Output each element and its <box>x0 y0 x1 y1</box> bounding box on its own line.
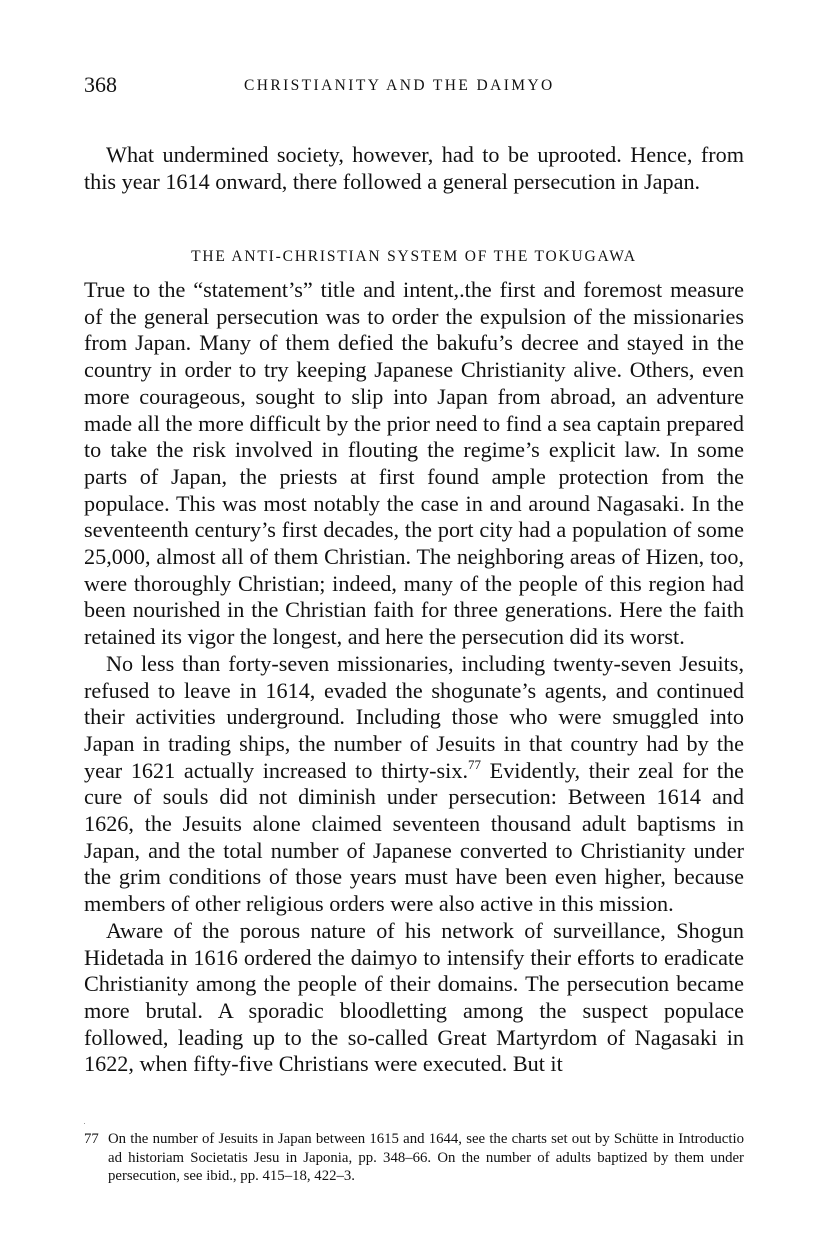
intro-paragraph: What undermined society, however, had to be uprooted. Hence, from this year 1614 onward, there followed a general persecution in Japan. <box>84 142 744 194</box>
section-body <box>84 277 744 1078</box>
page-number: 368 <box>84 72 117 97</box>
footnote <box>84 1130 744 1186</box>
running-head <box>84 70 744 100</box>
footnote-number: 77 <box>84 1131 99 1147</box>
section-paragraph-1: True to the “statement’s” title and intent,.the first and foremost measure of the general persecution was to order the expulsion of the missionaries from Japan. Many of them defied the bakufu’s decree and stayed in the country in order to try keeping Japanese Christianity alive. Others, even more courageous, sought to slip into Japan from abroad, an adventure made all the more difficult by the prior need to find a sea captain prepared to take the risk involved in flouting the regime’s explicit law. In some parts of Japan, the priests at first found ample protection from the populace. This was most notably the case in and around Nagasaki. In the seventeenth century’s first decades, the port city had a population of some 25,000, almost all of them Christian. The neighboring areas of Hizen, too, were thoroughly Christian; indeed, many of the people of this region had been nourished in the Christian faith for three generations. Here the faith retained its vigor the longest, and here the persecution did its worst. <box>84 277 744 650</box>
paragraph-text-after-note: Evidently, their zeal for the cure of souls did not diminish under persecution: Between 1614 and 1626, the Jesuits alone claimed seventeen thousand adult baptisms in Japan, and the total number of Japanese converted to Christianity under the grim conditions of those years must have been even higher, because members of other religious orders were also active in this mission. <box>84 757 745 917</box>
running-title: CHRISTIANITY AND THE DAIMYO <box>244 77 555 94</box>
section-paragraph-3: Aware of the porous nature of his network of surveillance, Shogun Hidetada in 1616 ordered the daimyo to intensify their efforts to eradicate Christianity among the people of their domains. The persecution became more brutal. A sporadic bloodletting among the suspect populace followed, leading up to the so-called Great Martyrdom of Nagasaki in 1622, when fifty-five Christians were executed. But it <box>84 917 744 1077</box>
section-heading: THE ANTI-CHRISTIAN SYSTEM OF THE TOKUGAWA <box>191 248 637 265</box>
section-paragraph-2 <box>84 651 744 918</box>
footnote-reference[interactable]: 77 <box>468 756 481 772</box>
footnote-text: On the number of Jesuits in Japan between 1615 and 1644, see the charts set out by Schütte in Introductio ad historiam Societatis Jesu in Japonia, pp. 348–66. On the number of adults baptized by them under persecution, see ibid., pp. 415–18, 422–3. <box>108 1131 744 1184</box>
paragraph-text-before-note: No less than forty-seven missionaries, including twenty-seven Jesuits, refused to leave in 1614, evaded the shogunate’s agents, and continued their activities underground. Including those who were smuggled into Japan in trading ships, the number of Jesuits in that country had by the year 1621 actually increased to thirty-six. <box>84 650 744 783</box>
footnote-dot <box>84 1123 85 1124</box>
